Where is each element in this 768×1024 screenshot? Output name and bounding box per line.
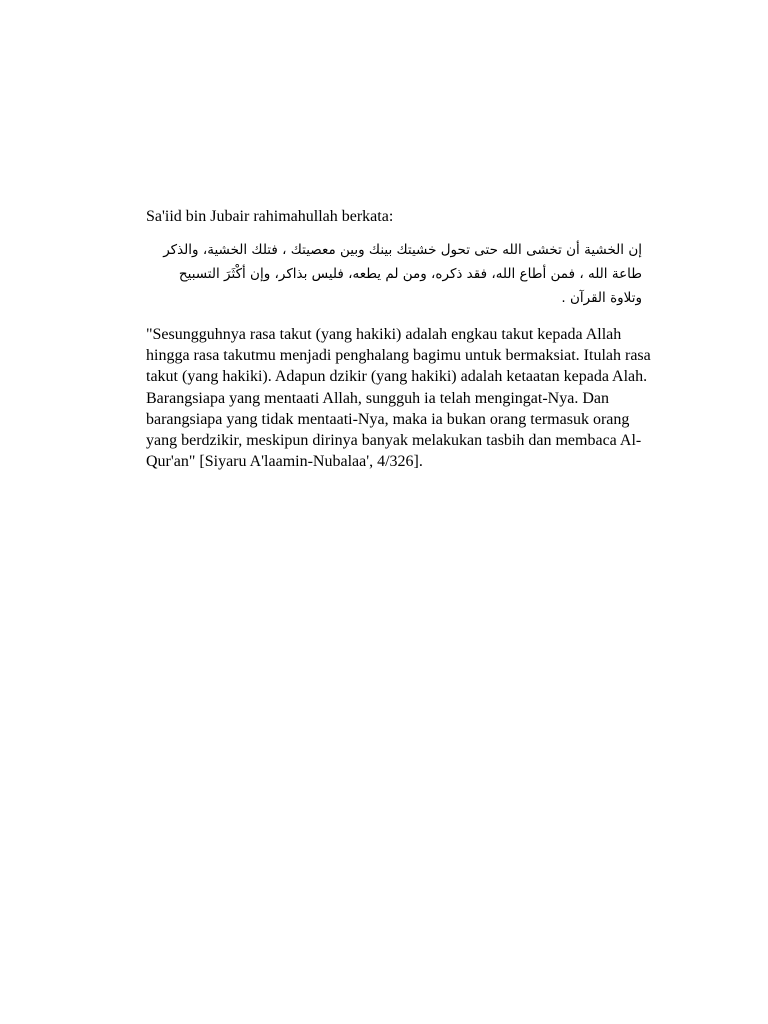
document-page [146, 206, 658, 472]
heading: Sa'iid bin Jubair rahimahullah berkata: [146, 208, 394, 225]
arabic-quote: إن الخشية أن تخشى الله حتى تحول خشيتك بينك وبين معصيتك ، فتلك الخشية، والذكر طاعة الله ، فمن أطاع الله، فقد ذكره، ومن لم يطعه، فليس بذاكر، وإن أكْثَرَ التسبيح وتلاوة القرآن . [163, 242, 642, 306]
translation-paragraph: "Sesungguhnya rasa takut (yang hakiki) adalah engkau takut kepada Allah hingga rasa takutmu menjadi penghalang bagimu untuk bermaksiat. Itulah rasa takut (yang hakiki). Adapun dzikir (yang hakiki) adalah ketaatan kepada Alah. Barangsiapa yang mentaati Allah, sungguh ia telah mengingat-Nya. Dan barangsiapa yang tidak mentaati-Nya, maka ia bukan orang termasuk orang yang berdzikir, meskipun dirinya banyak melakukan tasbih dan membaca Al-Qur'an" [Siyaru A'laamin-Nubalaa', 4/326]. [146, 326, 651, 471]
